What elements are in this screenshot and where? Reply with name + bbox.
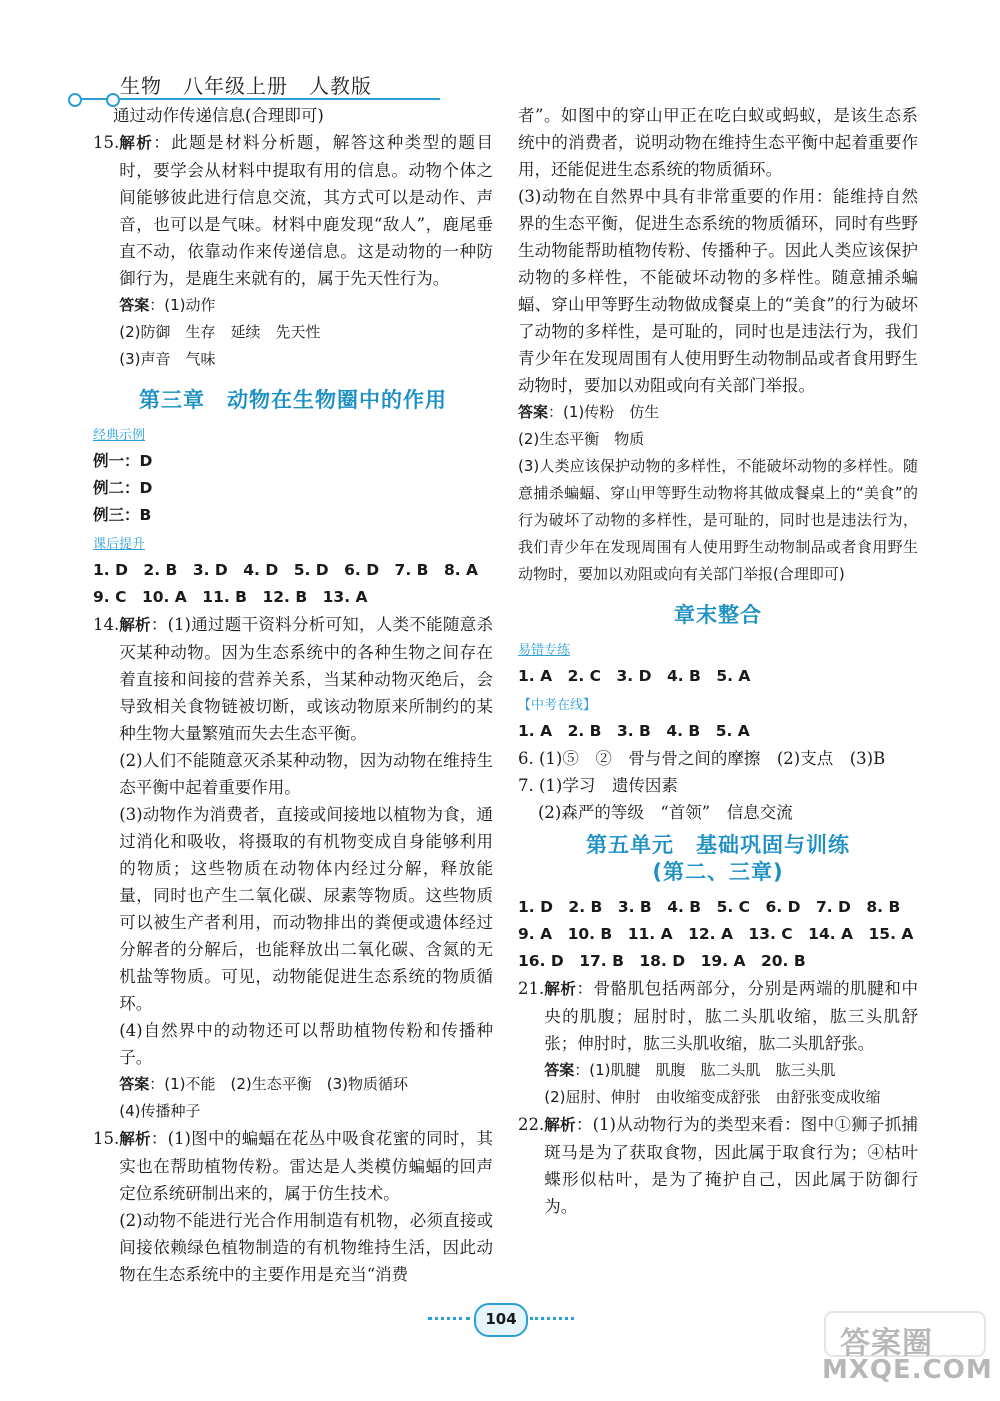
analysis-label: 解析 <box>544 1116 576 1134</box>
analysis-label: 解析 <box>119 134 154 152</box>
page-header <box>70 64 450 104</box>
question-number: 14. <box>93 615 120 634</box>
mc-answers: 9. A 10. B 11. A 12. A 13. C 14. A 15. A <box>518 925 914 943</box>
left-column <box>93 102 493 1288</box>
answer-block: 答案：(1)动作 (2)防御 生存 延续 先天性 (3)声音 气味 <box>119 296 321 368</box>
question-number: 15. <box>93 133 120 152</box>
section-label-exam-online: 【中考在线】 <box>518 698 597 713</box>
analysis-text: ：此题是材料分析题，解答这种类型的题目时，要学会从材料中提取有用的信息。动物个体之间能够彼此进行信息交流，其方式可以是动作、声音，也可以是气味。材料中鹿发现“敌人”，鹿尾垂直不动，依靠动作来传递信息。这是动物的一种防御行为，是鹿生来就有的，属于先天性行为。 <box>119 133 493 288</box>
footer-dotted-rule <box>428 1317 470 1320</box>
analysis-label: 解析 <box>119 1130 151 1148</box>
question-22 <box>518 1111 918 1220</box>
book-title: 生物 八年级上册 人教版 <box>120 74 372 98</box>
header-rule <box>70 98 440 100</box>
unit-title: 第五单元 基础巩固与训练 <box>586 833 850 857</box>
analysis-text: (4)自然界中的动物还可以帮助植物传粉和传播种子。 <box>119 1021 493 1067</box>
analysis-text: 者”。如图中的穿山甲正在吃白蚁或蚂蚁，是该生态系统中的消费者，说明动物在维持生态平衡中起着重要作用，还能促进生态系统的物质循环。 <box>518 106 918 179</box>
question-number: 21. <box>518 979 545 998</box>
mc-answers: 9. C 10. A 11. B 12. B 13. A <box>93 588 368 606</box>
analysis-label: 解析 <box>544 980 577 998</box>
question-15b <box>93 1125 493 1288</box>
example-answer: 例一：D <box>93 452 153 470</box>
mc-answers: 1. D 2. B 3. D 4. D 5. D 6. D 7. B 8. A <box>93 561 479 579</box>
analysis-text: ：(1)图中的蝙蝠在花丛中吸食花蜜的同时，其实也在帮助植物传粉。雷达是人类模仿蝙蝠的回声定位系统研制出来的，属于仿生技术。 <box>119 1129 493 1203</box>
analysis-text: (2)人们不能随意灭杀某种动物，因为动物在维持生态平衡中起着重要作用。 <box>119 751 493 797</box>
answer-block: 答案：(1)传粉 仿生 (2)生态平衡 物质 (3)人类应该保护动物的多样性，不能破坏动物的多样性。随意捕杀蝙蝠、穿山甲等野生动物将其做成餐桌上的“美食”的行为破坏了动物的多样性，是可耻的，同时也是违法行为，我们青少年在发现周围有人使用野生动物制品或者食用野生动物时，要加以劝阻或向有关部门举报(合理即可) <box>518 403 918 583</box>
exam-answer: 7. (1)学习 遗传因素 <box>518 776 678 795</box>
question-21 <box>518 975 918 1111</box>
analysis-text: (3)动物在自然界中具有非常重要的作用：能维持自然界的生态平衡，促进生态系统的物质循环，同时有些野生动物能帮助植物传粉、传播种子。因此人类应该保护动物的多样性，不能破坏动物的多样性。随意捕杀蝙蝠、穿山甲等野生动物做成餐桌上的“美食”的行为破坏了动物的多样性，是可耻的，同时也是违法行为，我们青少年在发现周围有人使用野生动物制品或者食用野生动物时，要加以劝阻或向有关部门举报。 <box>518 187 918 395</box>
unit-subtitle: (第二、三章) <box>652 860 784 884</box>
question-14 <box>93 611 493 1125</box>
analysis-text: ：(1)从动物行为的类型来看：图中①狮子抓捕斑马是为了获取食物，因此属于取食行为；④枯叶蝶形似枯叶，是为了掩护自己，因此属于防御行为。 <box>544 1115 918 1216</box>
header-dot <box>68 93 82 107</box>
question-number: 22. <box>518 1115 545 1134</box>
exam-answer: 6. (1)⑤ ② 骨与骨之间的摩擦 (2)支点 (3)B <box>518 749 886 768</box>
question-number: 15. <box>93 1129 120 1148</box>
watermark-logo-text: 答案圈 <box>840 1326 933 1361</box>
answer-label: 答案 <box>544 1061 575 1079</box>
summary-title: 章末整合 <box>674 603 762 627</box>
section-label-error-practice: 易错专练 <box>518 643 571 658</box>
chapter-title: 第三章 动物在生物圈中的作用 <box>139 388 447 412</box>
section-label-examples: 经典示例 <box>93 428 146 443</box>
mc-answers: 1. D 2. B 3. B 4. B 5. C 6. D 7. D 8. B <box>518 898 901 916</box>
example-answer: 例二：D <box>93 479 153 497</box>
mc-answers: 1. A 2. B 3. B 4. B 5. A <box>518 722 750 740</box>
answer-block: 答案：(1)不能 (2)生态平衡 (3)物质循环 (4)传播种子 <box>119 1075 409 1120</box>
answer-label: 答案 <box>518 403 549 421</box>
example-answer: 例三：B <box>93 506 152 524</box>
text-line: 通过动作传递信息(合理即可) <box>113 106 324 125</box>
analysis-text: ：(1)通过题干资料分析可知，人类不能随意杀灭某种动物。因为生态系统中的各种生物之间存在着直接和间接的营养关系，当某种动物灭绝后，会导致相关食物链被切断，或该动物原来所制约的某种生物大量繁殖而失去生态平衡。 <box>119 615 493 743</box>
watermark-text: MXQE.COM <box>822 1355 993 1385</box>
analysis-label: 解析 <box>119 616 151 634</box>
answer-block: 答案：(1)肌腱 肌腹 肱二头肌 肱三头肌 (2)屈肘、伸肘 由收缩变成舒张 由舒张变成收缩 <box>544 1061 881 1106</box>
exam-answer: (2)森严的等级 “首领” 信息交流 <box>538 803 793 822</box>
answer-label: 答案 <box>119 1075 150 1093</box>
mc-answers: 1. A 2. C 3. D 4. B 5. A <box>518 667 751 685</box>
mc-answers: 16. D 17. B 18. D 19. A 20. B <box>518 952 806 970</box>
page-number: 104 <box>474 1303 528 1337</box>
right-column <box>518 102 918 1220</box>
analysis-text: (2)动物不能进行光合作用制造有机物，必须直接或间接依赖绿色植物制造的有机物维持生活，因此动物在生态系统中的主要作用是充当“消费 <box>119 1211 493 1284</box>
analysis-text: ：骨骼肌包括两部分，分别是两端的肌腱和中央的肌腹；屈肘时，肱二头肌收缩，肱三头肌舒张；伸肘时，肱三头肌收缩，肱二头肌舒张。 <box>544 979 918 1053</box>
footer-dotted-rule <box>530 1317 574 1320</box>
answer-label: 答案 <box>119 296 150 314</box>
analysis-text: (3)动物作为消费者，直接或间接地以植物为食，通过消化和吸收，将摄取的有机物变成自身能够利用的物质；这些物质在动物体内经过分解，释放能量，同时也产生二氧化碳、尿素等物质。这些物质可以被生产者利用，而动物排出的粪便或遗体经过分解者的分解后，也能释放出二氧化碳、含氮的无机盐等物质。可见，动物能促进生态系统的物质循环。 <box>119 805 493 1013</box>
question-15 <box>93 129 493 373</box>
section-label-after-class: 课后提升 <box>93 537 146 552</box>
